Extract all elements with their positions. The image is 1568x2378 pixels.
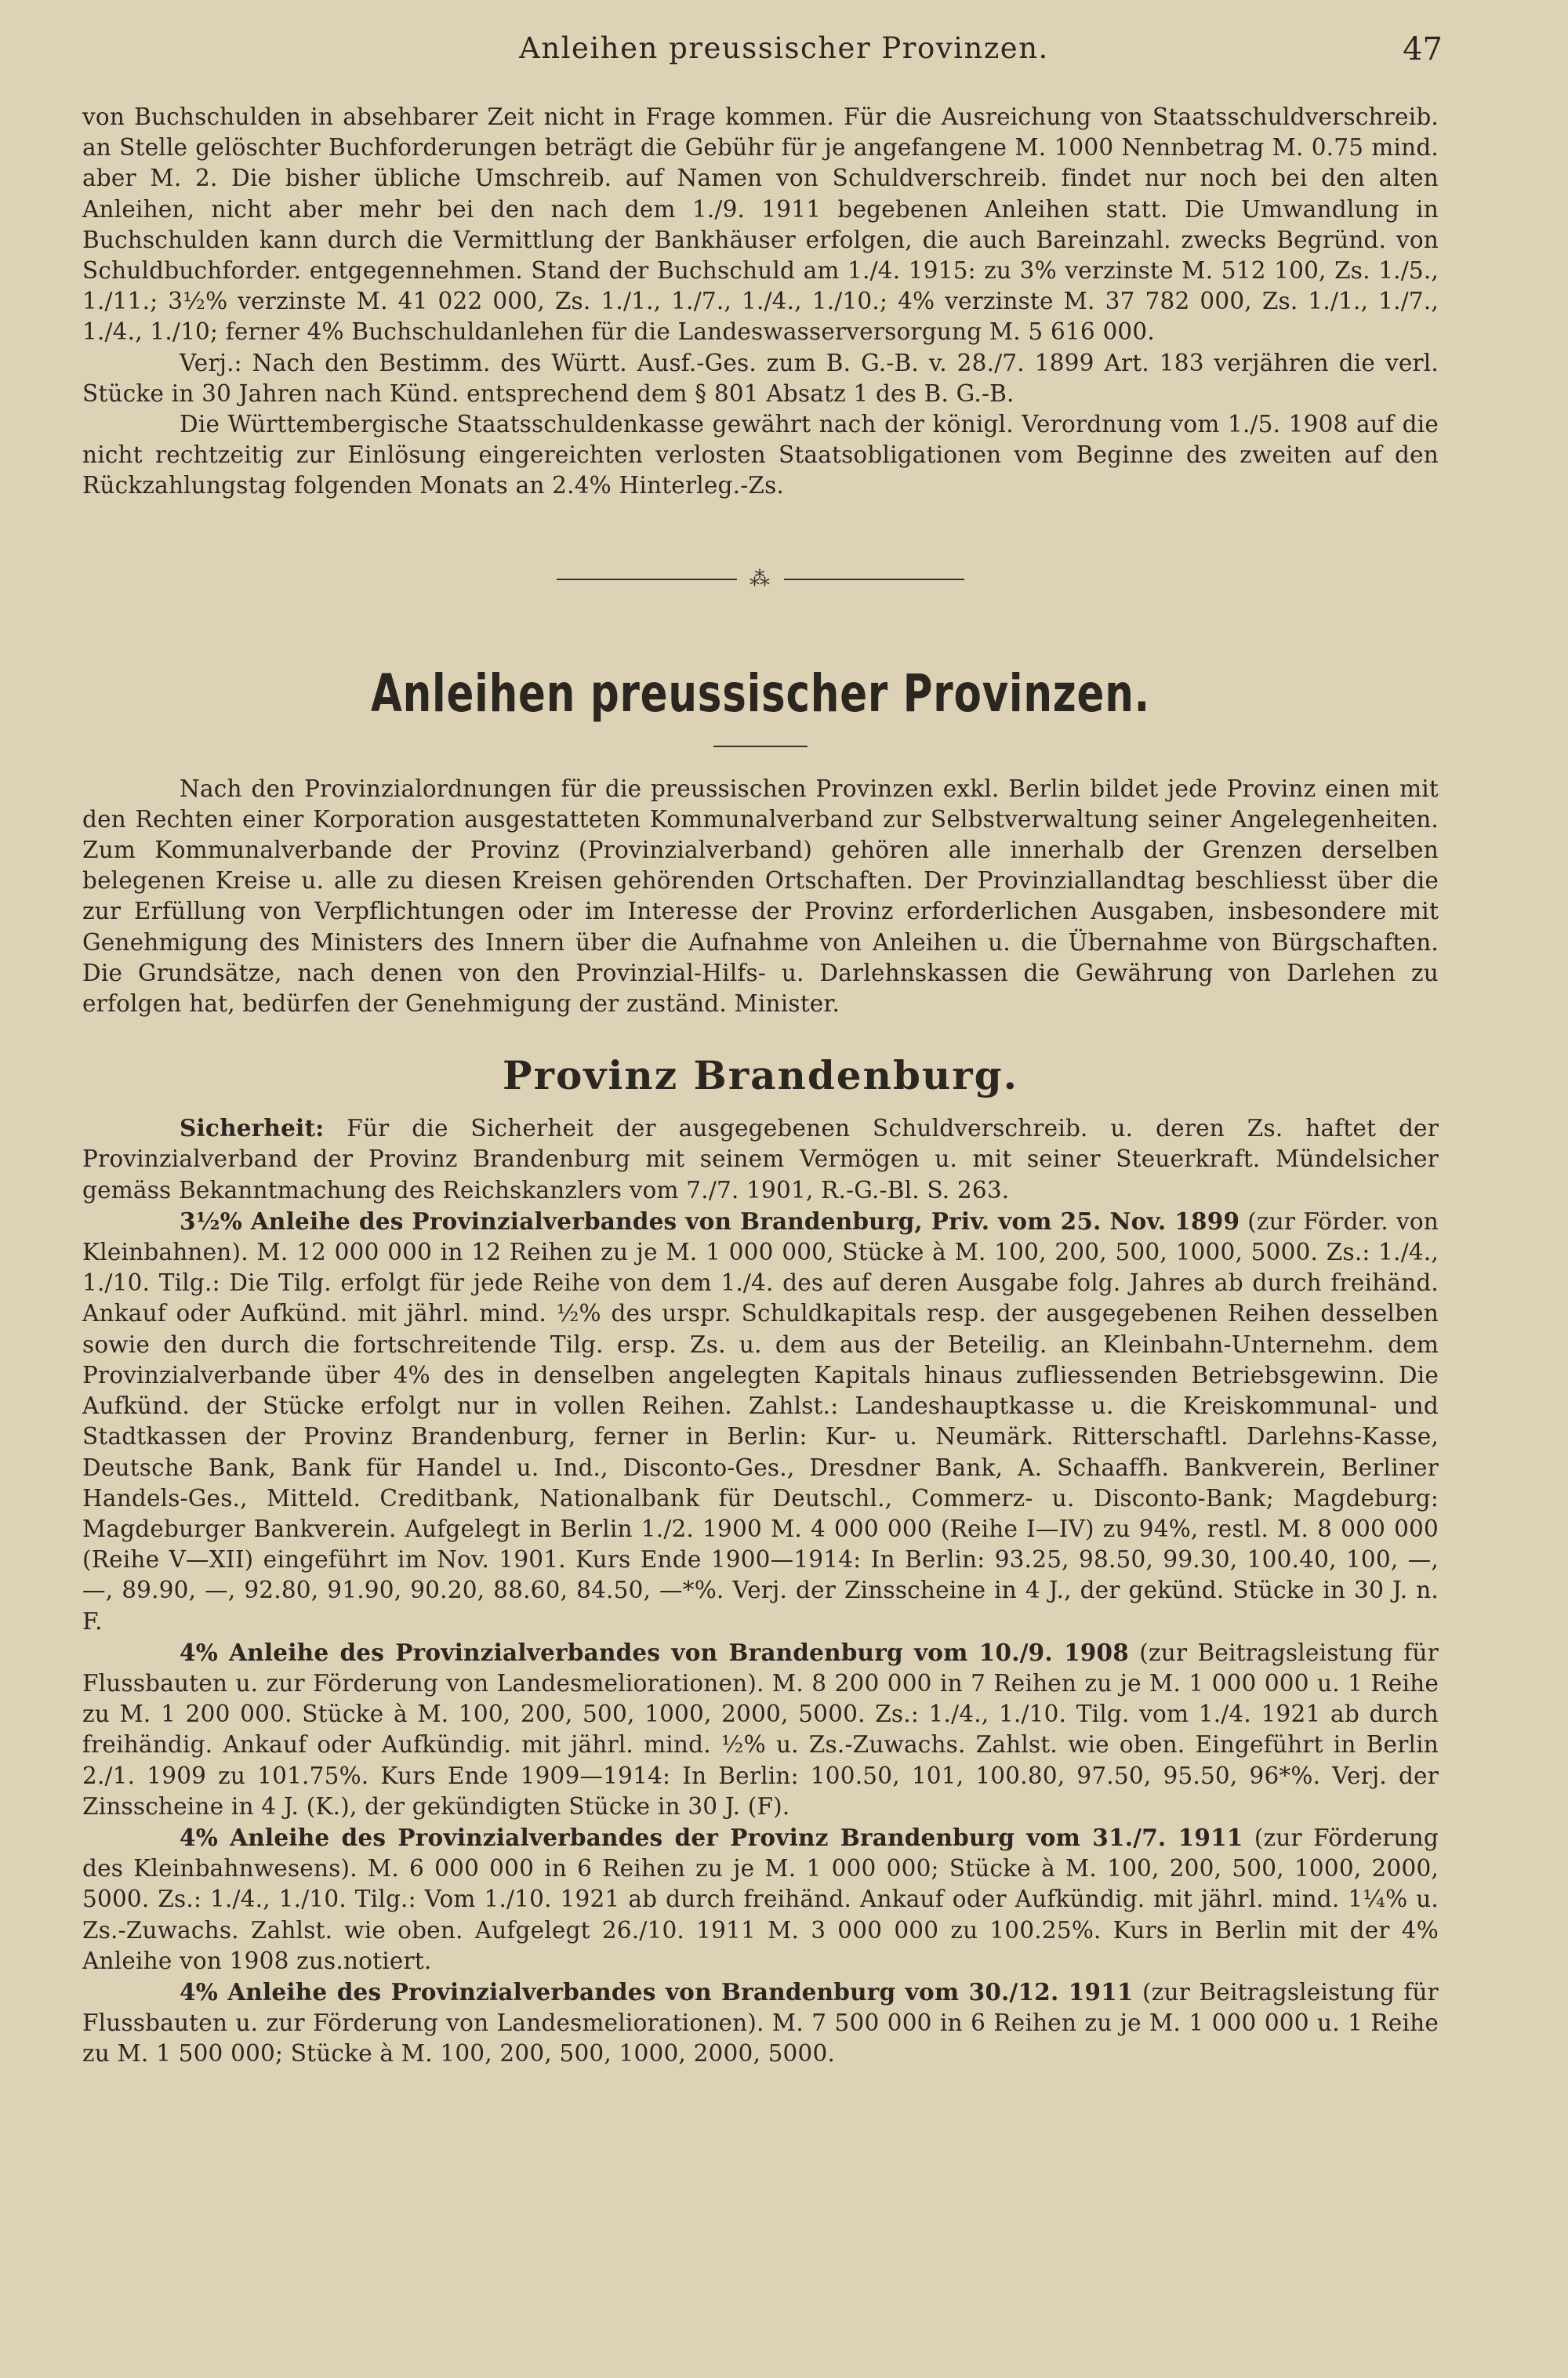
loan-text: (zur Beitragsleistung für Flussbauten u. zur Förderung von Landesmeliorationen). M. 8 200 000 in 7 Reihen zu je M. 1 000 000 u. 1 Reihe zu M. 1 200 000. Stücke à M. 100, 200, 500, 1000, 2000, 5000. Zs.: 1./4., 1./10. Tilg. vom 1./4. 1921 ab durch freihändig. Ankauf oder Aufkündig. mit jährl. mind. ½% u. Zs.-Zuwachs. Zahlst. wie oben. Eingeführt in Berlin 2./1. 1909 zu 101.75%. Kurs Ende 1909—1914: In Berlin: 100.50, 101, 100.80, 97.50, 95.50, 96*%. Verj. der Zinsscheine in 4 J. (K.), der gekündigten Stücke in 30 J. (F). — [82, 1639, 1439, 1820]
loan-title: 3½% Anleihe des Provinzialverbandes von Brandenburg, Priv. vom 25. Nov. 1899 — [180, 1207, 1240, 1235]
security-label: Sicherheit: — [180, 1114, 325, 1142]
section-heading: Anleihen preussischer Provinzen. — [371, 663, 1150, 724]
running-title: Anleihen preussischer Provinzen. — [519, 31, 1049, 65]
province-heading: Provinz Brandenburg. — [503, 1052, 1018, 1099]
ornamental-divider — [82, 568, 1439, 591]
divider-line-right — [784, 579, 964, 580]
loan-entry-1908 — [82, 1637, 1439, 1822]
heading-rule — [713, 746, 808, 747]
loan-entry-1911-july — [82, 1822, 1439, 1977]
security-text: Für die Sicherheit der ausgegebenen Schuldverschreib. u. deren Zs. haftet der Provinzialverband der Provinz Brandenburg mit seinem Vermögen u. mit seiner Steuerkraft. Mündelsicher gemäss Bekanntmachung des Reichskanzlers vom 7./7. 1901, R.-G.-Bl. S. 263. — [82, 1115, 1439, 1204]
divider-line-left — [557, 579, 737, 580]
security-paragraph — [82, 1113, 1439, 1206]
page-number: 47 — [1403, 31, 1443, 67]
loan-text: (zur Beitragsleistung für Flussbauten u. zur Förderung von Landesmeliorationen). M. 7 500 000 in 6 Reihen zu je M. 1 000 000 u. 1 Reihe zu M. 1 500 000; Stücke à M. 100, 200, 500, 1000, 2000, 5000. — [82, 1978, 1439, 2068]
loan-text: (zur Förderung des Kleinbahnwesens). M. 6 000 000 in 6 Reihen zu je M. 1 000 000; Stücke à M. 100, 200, 500, 1000, 2000, 5000. Zs.: 1./4., 1./10. Tilg.: Vom 1./10. 1921 ab durch freihänd. Ankauf oder Aufkündig. mit jährl. mind. 1¼% u. Zs.-Zuwachs. Zahlst. wie oben. Aufgelegt 26./10. 1911 M. 3 000 000 zu 100.25%. Kurs in Berlin mit der 4% Anleihe von 1908 zus.notiert. — [82, 1824, 1439, 1974]
loan-title: 4% Anleihe des Provinzialverbandes der Provinz Brandenburg vom 31./7. 1911 — [180, 1823, 1243, 1851]
loan-title: 4% Anleihe des Provinzialverbandes von Brandenburg vom 30./12. 1911 — [180, 1977, 1134, 2006]
paragraph-staatsschuldenkasse: Die Württembergische Staatsschuldenkasse gewährt nach der königl. Verordnung vom 1./5. 1908 auf die nicht rechtzeitig zur Einlösung eingereichten verlosten Staatsobligationen vom Beginne des zweiten auf den Rückzahlungstag folgenden Monats an 2.4% Hinterleg.-Zs. — [82, 411, 1439, 499]
page-content — [82, 102, 1439, 2070]
ornament-icon: ⁂ — [750, 567, 771, 591]
continued-paragraph: von Buchschulden in absehbarer Zeit nicht in Frage kommen. Für die Ausreichung von Staatsschuldverschreib. an Stelle gelöschter Buchforderungen beträgt die Gebühr für je angefangene M. 1000 Nennbetrag M. 0.75 mind. aber M. 2. Die bisher übliche Umschreib. auf Namen von Schuldverschreib. findet nur noch bei den alten Anleihen, nicht aber mehr bei den nach dem 1./9. 1911 begebenen Anleihen statt. Die Umwandlung in Buchschulden kann durch die Vermittlung der Bankhäuser erfolgen, die auch Bareinzahl. zwecks Begründ. von Schuldbuchforder. entgegennehmen. Stand der Buchschuld am 1./4. 1915: zu 3% verzinste M. 512 100, Zs. 1./5., 1./11.; 3½% verzinste M. 41 022 000, Zs. 1./1., 1./7., 1./4., 1./10.; 4% verzinste M. 37 782 000, Zs. 1./1., 1./7., 1./4., 1./10; ferner 4% Buchschuldanlehen für die Landeswasserversorgung M. 5 616 000. — [82, 103, 1439, 346]
loan-text: (zur Förder. von Kleinbahnen). M. 12 000 000 in 12 Reihen zu je M. 1 000 000, Stücke à M. 100, 200, 500, 1000, 5000. Zs.: 1./4., 1./10. Tilg.: Die Tilg. erfolgt für jede Reihe von dem 1./4. des auf deren Ausgabe folg. Jahres ab durch freihänd. Ankauf oder Aufkünd. mit jährl. mind. ½% des urspr. Schuldkapitals resp. der ausgegebenen Reihen desselben sowie den durch die fortschreitende Tilg. ersp. Zs. u. dem aus der Beteilig. an Kleinbahn-Unternehm. dem Provinzialverbande über 4% des in denselben angelegten Kapitals hinaus zufliessenden Betriebsgewinn. Die Aufkünd. der Stücke erfolgt nur in vollen Reihen. Zahlst.: Landeshauptkasse u. die Kreiskommunal- und Stadtkassen der Provinz Brandenburg, ferner in Berlin: Kur- u. Neumärk. Ritterschaftl. Darlehns-Kasse, Deutsche Bank, Bank für Handel u. Ind., Disconto-Ges., Dresdner Bank, A. Schaaffh. Bankverein, Berliner Handels-Ges., Mitteld. Creditbank, Nationalbank für Deutschl., Commerz- u. Disconto-Bank; Magdeburg: Magdeburger Bankverein. Aufgelegt in Berlin 1./2. 1900 M. 4 000 000 (Reihe I—IV) zu 94%, restl. M. 8 000 000 (Reihe V—XII) eingeführt im Nov. 1901. Kurs Ende 1900—1914: In Berlin: 93.25, 98.50, 99.30, 100.40, 100, —, —, 89.90, —, 92.80, 91.90, 90.20, 88.60, 84.50, —*%. Verj. der Zinsscheine in 4 J., der gekünd. Stücke in 30 J. n. F. — [82, 1207, 1439, 1635]
section-intro-paragraph: Nach den Provinzialordnungen für die preussischen Provinzen exkl. Berlin bildet jede Provinz einen mit den Rechten einer Korporation ausgestatteten Kommunalverband zur Selbstverwaltung seiner Angelegenheiten. Zum Kommunalverbande der Provinz (Provinzialverband) gehören alle innerhalb der Grenzen derselben belegenen Kreise u. alle zu diesen Kreisen gehörenden Ortschaften. Der Provinziallandtag beschliesst über die zur Erfüllung von Verpflichtungen oder im Interesse der Provinz erforderlichen Ausgaben, insbesondere mit Genehmigung des Ministers des Innern über die Aufnahme von Anleihen u. die Übernahme von Bürgschaften. Die Grundsätze, nach denen von den Provinzial-Hilfs- u. Darlehnskassen die Gewährung von Darlehen zu erfolgen hat, bedürfen der Genehmigung der zuständ. Minister. — [82, 775, 1439, 1018]
paragraph-verjaehrung: Verj.: Nach den Bestimm. des Württ. Ausf.-Ges. zum B. G.-B. v. 28./7. 1899 Art. 183 verjähren die verl. Stücke in 30 Jahren nach Künd. entsprechend dem § 801 Absatz 1 des B. G.-B. — [82, 349, 1439, 407]
loan-entry-1911-december — [82, 1977, 1439, 2070]
page-header — [78, 31, 1490, 78]
loan-entry-1899 — [82, 1206, 1439, 1637]
loan-title: 4% Anleihe des Provinzialverbandes von Brandenburg vom 10./9. 1908 — [180, 1638, 1129, 1666]
